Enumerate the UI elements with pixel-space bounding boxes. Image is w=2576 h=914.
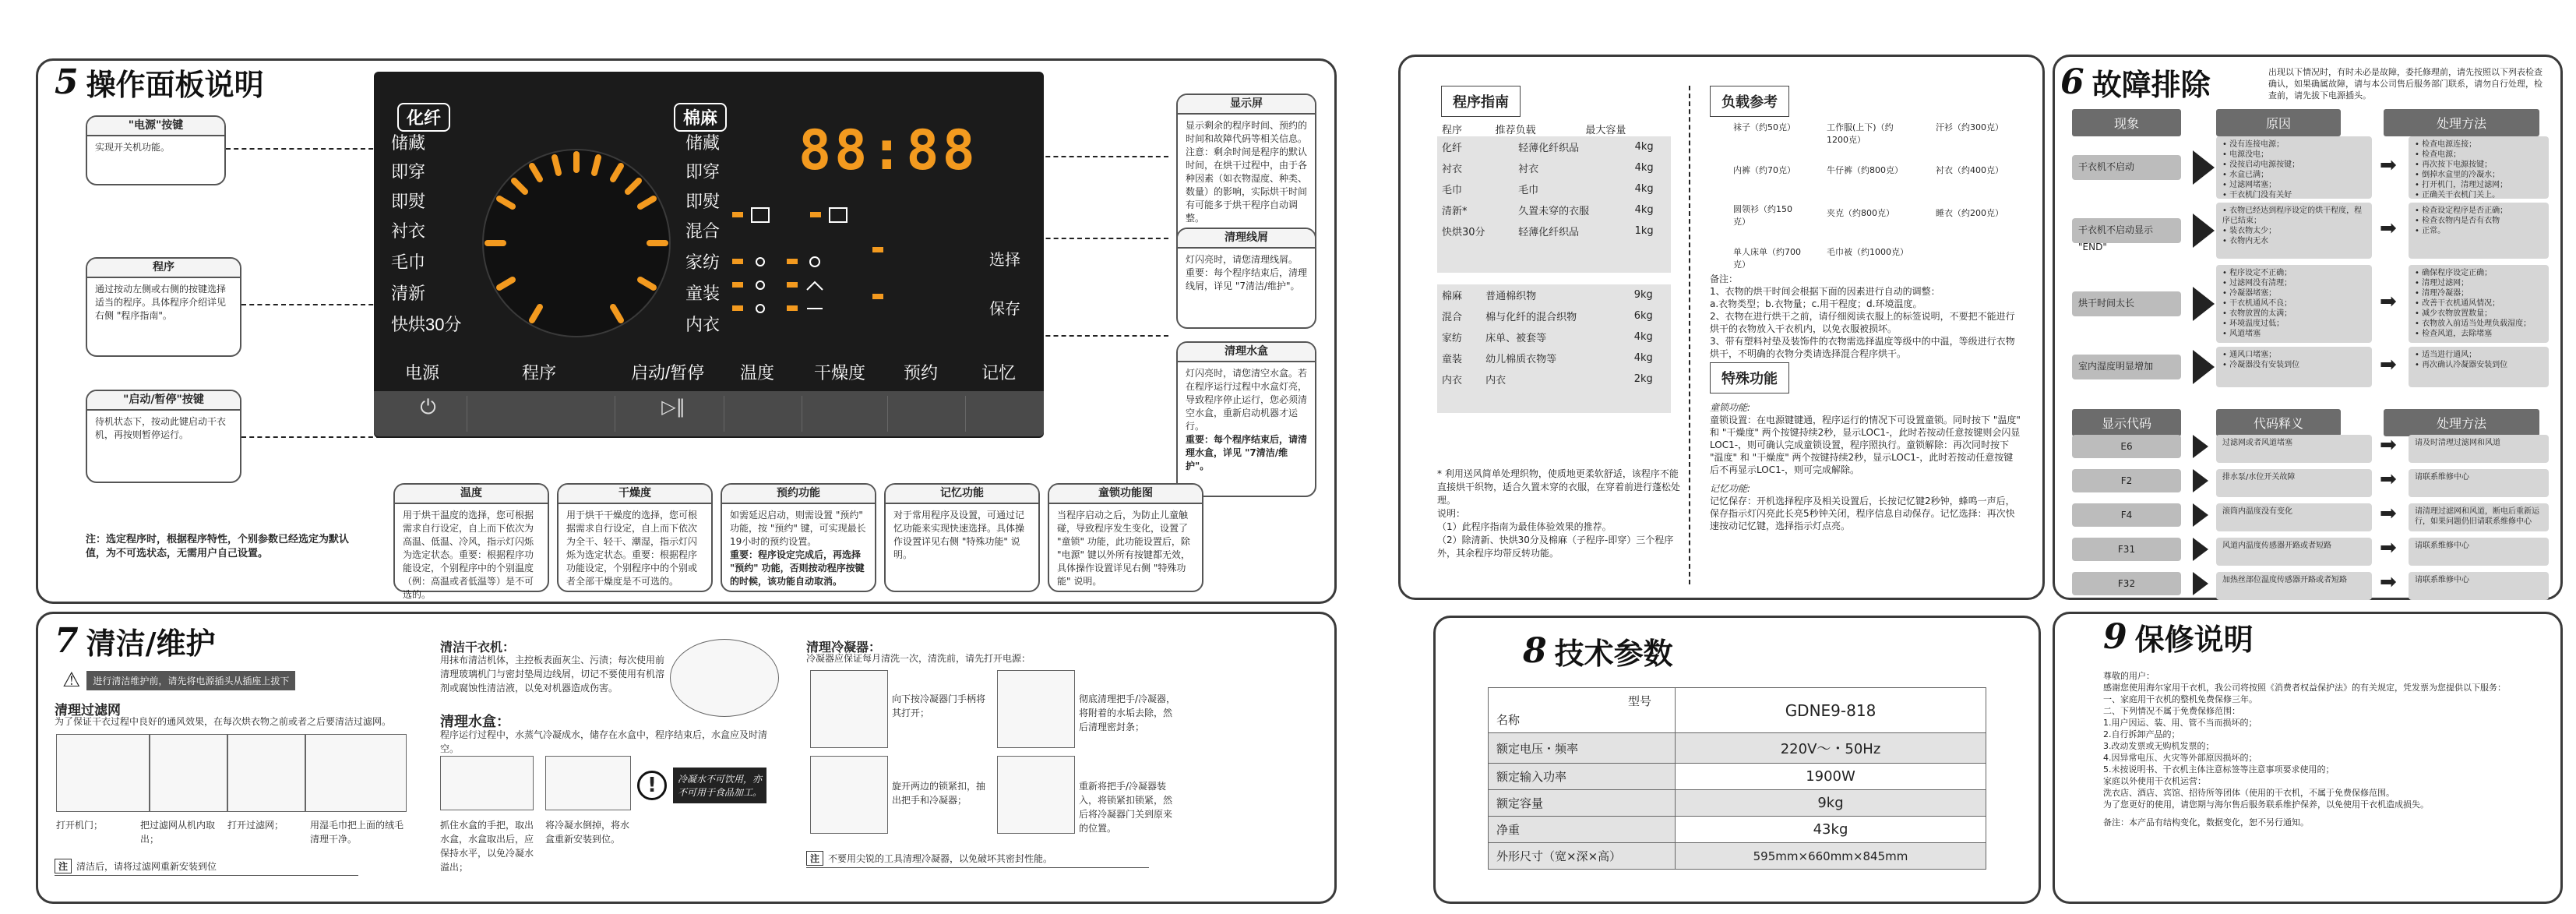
water-step-caption: 抓住水盒的手把，取出水盒，水盒取出后，应保持水平，以免冷凝水溢出； bbox=[440, 820, 534, 873]
water-box-image bbox=[545, 756, 631, 810]
param-value: 595mm×660mm×845mm bbox=[1676, 843, 1986, 870]
fault-symptom: 室内湿度明显增加 bbox=[2072, 355, 2181, 379]
step-caption: 旋开两边的锁紧扣，抽出把手和冷凝器； bbox=[892, 781, 986, 806]
callout-title: 程序 bbox=[87, 259, 240, 278]
cell: 轻薄化纤织品 bbox=[1518, 227, 1580, 238]
note-tag: 注 bbox=[806, 851, 823, 866]
cell: 衬衣 bbox=[1518, 164, 1539, 175]
cell: 清新* bbox=[1442, 206, 1468, 217]
error-description: 过滤网或者风道堵塞 bbox=[2216, 435, 2372, 463]
callout-title: 记忆功能 bbox=[886, 485, 1038, 504]
error-code: F32 bbox=[2072, 572, 2181, 595]
note-text: 清洁后，请将过滤网重新安装到位 bbox=[76, 861, 217, 872]
filter-note bbox=[55, 857, 358, 876]
arrow-right-icon: ➡ bbox=[2380, 433, 2397, 457]
model-header-cell bbox=[1489, 688, 1676, 733]
step-image bbox=[56, 734, 150, 812]
table-row bbox=[1437, 305, 1671, 326]
fault-cause: • 通风口堵塞； • 冷凝器没有安装到位 bbox=[2216, 347, 2372, 387]
cell: 幼儿棉质衣物等 bbox=[1485, 354, 1557, 365]
program-item[interactable]: 即穿 bbox=[391, 162, 426, 182]
cell: 混合 bbox=[1442, 312, 1463, 323]
cell: 9kg bbox=[1633, 289, 1653, 301]
program-item[interactable]: 即穿 bbox=[685, 162, 721, 182]
arrow-icon bbox=[2193, 287, 2215, 321]
child-lock-text: 童锁设置：在电源键键通，程序运行的情况下可设置童锁。同时按下 "温度" 和 "干燥度" 两个按键持续2秒，显示LOC1-，此时若按动任意按键则会闪显LOC1-，则可确认完成童锁设置，程序照执行。童锁解除：再次同时按下 "温度" 和 "干燥度" 两个按键持续2秒，显示LOC1-，此时若按动任意按键后不再显示LOC1-，则可完成解除。 bbox=[1710, 415, 2021, 475]
table-row bbox=[1437, 136, 1671, 157]
power-label: 电源 bbox=[405, 363, 440, 383]
warranty-line: 2.自行拆卸产品的； bbox=[2103, 729, 2180, 739]
temperature-button[interactable] bbox=[732, 396, 802, 432]
load-item: 汗衫（约300克） bbox=[1936, 122, 2003, 132]
section-number: 5 bbox=[55, 62, 79, 102]
note-text: 不要用尖锐的工具清理冷凝器，以免破坏其密封性能。 bbox=[828, 853, 1053, 864]
warranty-line: 备注：本产品有结构变化，数据变化，恕不另行通知。 bbox=[2103, 817, 2309, 828]
program-item[interactable]: 家纺 bbox=[685, 252, 721, 272]
callout-title: 清理线屑 bbox=[1178, 229, 1315, 249]
callout-title: 干燥度 bbox=[559, 485, 711, 504]
arrow-icon bbox=[2193, 350, 2215, 384]
header-cell: 推荐负载 bbox=[1495, 125, 1536, 136]
program-table-rows bbox=[1437, 284, 1671, 390]
callout-title: 温度 bbox=[395, 485, 548, 504]
section-title-text: 故障排除 bbox=[2091, 68, 2211, 102]
arrow-right-icon: ➡ bbox=[2380, 217, 2397, 240]
time-display: 88:88 bbox=[798, 118, 978, 182]
section-7-title bbox=[55, 619, 216, 662]
cell: 6kg bbox=[1633, 310, 1653, 322]
table-row bbox=[1437, 284, 1671, 305]
warranty-line: 洗衣店、酒店、宾馆、招待所等团体（使用的干衣机，不属于免费保修范围。 bbox=[2103, 788, 2395, 798]
warning-text: 冷凝水不可饮用，亦不可用于食品加工。 bbox=[673, 768, 766, 803]
cell: 4kg bbox=[1634, 141, 1654, 153]
header-cell: 程序 bbox=[1442, 125, 1463, 136]
cell: 久置未穿的衣服 bbox=[1518, 206, 1590, 217]
param-label: 外形尺寸（宽×深×高） bbox=[1489, 843, 1676, 870]
memory-title: 记忆功能: bbox=[1710, 483, 1751, 494]
cell: 轻薄化纤织品 bbox=[1518, 143, 1580, 154]
warranty-line: 二、下列情况不属于免费保修范围： bbox=[2103, 706, 2240, 716]
button-strip bbox=[374, 391, 1044, 436]
callout-title: 童锁功能图 bbox=[1049, 485, 1202, 504]
troubleshooting-intro: 出现以下情况时，有时未必是故障，委托修理前，请先按照以下列表检查确认，如果确属故障，请与本公司售后服务部门联系，请勿自行处理，检查前，请先拔下电源插头。 bbox=[2268, 67, 2543, 101]
special-functions-title: 特殊功能 bbox=[1710, 362, 1789, 393]
fault-cause: • 没有连接电源； • 电源没电； • 没按启动电源按键； • 水盒已满； • 过滤网堵塞； • 干衣机门没有关好 bbox=[2216, 136, 2372, 199]
step-caption: 把过滤网从机内取出； bbox=[140, 820, 216, 845]
note-line: a.衣物类型；b.衣物量；c.用干程度；d.环境温度。 bbox=[1710, 298, 1922, 309]
program-item[interactable]: 童装 bbox=[685, 284, 721, 303]
cell: 床单、被套等 bbox=[1485, 333, 1547, 344]
fault-cause: • 衣物已经达到程序设定的烘干程度，程序已结束； • 装衣物太少； • 衣物内无水 bbox=[2216, 203, 2372, 259]
callout-bold-text: 重要：程序设定完成后，再选择 "预约" 功能，否则按动程序按键的时候，该功能自动取消。 bbox=[730, 549, 865, 587]
step-caption: 重新将把手/冷凝器装入，将锁紧扣锁紧，然后将冷凝器门关到原来的位置。 bbox=[1079, 781, 1173, 834]
dryness-button[interactable] bbox=[810, 396, 888, 432]
section-title-text: 清洁/维护 bbox=[86, 626, 216, 661]
load-items bbox=[1710, 121, 2021, 269]
fault-fix: • 确保程序设定正确； • 清理过滤网； • 清理冷凝器； • 改善干衣机通风情况； • 减少衣物放置数量； • 衣物放入前适当处理负载湿度； • 检查风道，去除堵塞 bbox=[2409, 265, 2549, 343]
arrow-right-icon: ➡ bbox=[2380, 536, 2397, 559]
param-label: 额定容量 bbox=[1489, 790, 1676, 817]
program-item[interactable]: 即熨 bbox=[391, 192, 426, 211]
step-caption: 向下按冷凝器门手柄将其打开； bbox=[892, 693, 986, 718]
program-item[interactable]: 快烘30分 bbox=[391, 315, 462, 334]
program-button[interactable] bbox=[475, 396, 615, 432]
column-header: 现象 bbox=[2072, 109, 2181, 136]
delay-button[interactable] bbox=[896, 396, 966, 432]
section-title-text: 保修说明 bbox=[2134, 623, 2254, 657]
error-fix: 请联系维修中心 bbox=[2409, 572, 2549, 600]
exclamation-icon: ! bbox=[637, 771, 667, 800]
warning-icon: ⚠ bbox=[62, 669, 81, 692]
cell: 普通棉织物 bbox=[1485, 291, 1537, 302]
table-row bbox=[1437, 157, 1671, 178]
callout-text: 待机状态下，按动此键启动干衣机，再按则暂停运行。 bbox=[95, 416, 227, 440]
step-image bbox=[997, 756, 1075, 834]
step-image bbox=[810, 756, 888, 834]
program-guide-title: 程序指南 bbox=[1441, 86, 1521, 117]
cell: 内衣 bbox=[1442, 375, 1463, 386]
temperature-label: 温度 bbox=[740, 363, 775, 383]
child-lock-callout bbox=[1048, 483, 1203, 592]
start-pause-callout bbox=[86, 390, 241, 483]
callout-text: 对于常用程序及设置，可通过记忆功能来实现快速选择。具体操作设置详见右侧 "特殊功能" 说明。 bbox=[893, 510, 1025, 560]
child-lock-title: 童锁功能: bbox=[1710, 402, 1751, 413]
cell: 家纺 bbox=[1442, 333, 1463, 344]
callout-text: 灯闪亮时，请您清空水盒。若在程序运行过程中水盒灯亮，导致程序停止运行，您必须清空水盒，重新启动机器才运行。 bbox=[1186, 368, 1308, 432]
load-reference-title: 负载参考 bbox=[1710, 86, 1789, 117]
no-drink-warning bbox=[637, 768, 766, 803]
note-line: 3、带有塑料衬垫及装饰件的衣物需选择温度等级中的中温，等级进行衣物烘干，不明确的衣物分类请选择混合程序烘干。 bbox=[1710, 336, 2015, 359]
cotton-group-label: 棉麻 bbox=[674, 103, 727, 132]
warranty-line: 家庭以外使用干衣机运营： bbox=[2103, 776, 2206, 786]
section-9-title bbox=[2103, 616, 2254, 658]
display-callout bbox=[1176, 94, 1316, 249]
step-image bbox=[997, 670, 1075, 748]
dryness-callout bbox=[557, 483, 713, 592]
program-item[interactable]: 内衣 bbox=[685, 315, 721, 334]
callout-text: 用于烘干温度的选择，您可根据需求自行设定，自上而下依次为高温、低温、冷风，指示灯闪烁为选定状态。重要：根据程序功能设定，个别程序中的个别温度（例：高温或者低温等）是不可选的。 bbox=[403, 510, 534, 600]
note-line: 1、衣物的烘干时间会根据下面的因素进行自动的调整： bbox=[1710, 286, 1940, 297]
table-row bbox=[1489, 733, 1986, 764]
water-box-image bbox=[440, 756, 534, 810]
memory-callout bbox=[884, 483, 1040, 592]
delay-label: 预约 bbox=[904, 363, 939, 383]
select-label[interactable]: 选择 bbox=[989, 252, 1020, 269]
error-description: 排水泵/水位开关故障 bbox=[2216, 469, 2372, 497]
callout-title: 显示屏 bbox=[1178, 95, 1315, 115]
synthetic-group-label: 化纤 bbox=[397, 103, 450, 132]
table-row bbox=[1437, 369, 1671, 390]
param-value: 1900W bbox=[1676, 764, 1986, 790]
step-caption: 打开过滤网； bbox=[227, 820, 284, 831]
callout-bold-text: 重要：每个程序结束后，请清理水盒，详见 "7清洁/维护"。 bbox=[1186, 434, 1308, 471]
cell: 4kg bbox=[1634, 183, 1654, 195]
water-box-title: 清理水盒： bbox=[440, 714, 510, 730]
arrow-icon bbox=[2193, 435, 2208, 458]
error-code: F2 bbox=[2072, 469, 2181, 492]
section-number: 8 bbox=[1523, 631, 1547, 671]
error-fix: 请及时清理过滤网和风道 bbox=[2409, 435, 2549, 463]
power-button[interactable]: ⏻ bbox=[389, 396, 467, 432]
arrow-right-icon: ➡ bbox=[2380, 468, 2397, 491]
table-row bbox=[1489, 764, 1986, 790]
note-line: （2）除清新、快烘30分及棉麻（子程序-即穿）三个程序外，其余程序均带反转功能。 bbox=[1437, 535, 1674, 559]
section-number: 6 bbox=[2060, 62, 2084, 102]
callout-text: 注意：剩余时间是程序的默认时间，在烘干过程中，由于各种因素（如衣物湿度、种类、数量）的影响，实际烘干时间有可能多于烘干程序自动调整。 bbox=[1186, 146, 1308, 224]
divider bbox=[1689, 86, 1690, 584]
special-functions bbox=[1710, 401, 2021, 532]
param-value: 43kg bbox=[1676, 817, 1986, 843]
temperature-callout bbox=[393, 483, 549, 600]
table-row bbox=[1437, 326, 1671, 348]
error-fix: 请清理过滤网和风道，断电后重新运行，如果问题仍旧请联系维修中心 bbox=[2409, 503, 2549, 531]
note-line: * 利用送风简单处理织物，使质地更柔软舒适，该程序不能直接烘干织物，适合久置未穿的衣服，在穿着前进行蓬松处理。 bbox=[1437, 468, 1681, 506]
warranty-line: 4.因异常电压、火灾等外部原因损坏的； bbox=[2103, 753, 2257, 763]
warranty-line: 感谢您使用海尔家用干衣机，我公司将按照《消费者权益保护法》的有关规定，凭发票为您提供以下服务： bbox=[2103, 683, 2506, 693]
param-label: 净重 bbox=[1489, 817, 1676, 843]
load-item: 单人床单（约700克） bbox=[1733, 247, 1801, 270]
table-row bbox=[1489, 817, 1986, 843]
cell: 4kg bbox=[1633, 331, 1653, 343]
delay-callout bbox=[721, 483, 876, 592]
section-title-text: 操作面板说明 bbox=[86, 68, 264, 102]
memory-button[interactable] bbox=[974, 396, 1036, 432]
table-row bbox=[1437, 178, 1671, 199]
load-notes bbox=[1710, 273, 2021, 360]
warning-text: 进行清洁维护前，请先将电源插头从插座上拔下 bbox=[86, 671, 295, 690]
power-button-callout bbox=[86, 115, 226, 185]
error-fix: 请联系维修中心 bbox=[2409, 538, 2549, 566]
arrow-icon bbox=[2193, 469, 2208, 492]
dryer-image bbox=[670, 639, 779, 717]
table-row bbox=[1489, 790, 1986, 817]
section-8-title bbox=[1523, 630, 1673, 672]
fault-symptom: 干衣机不启动显示 "END" bbox=[2072, 218, 2181, 243]
section-number: 7 bbox=[55, 621, 79, 661]
cell: 棉麻 bbox=[1442, 291, 1463, 302]
arrow-icon bbox=[2193, 503, 2208, 527]
program-item[interactable]: 清新 bbox=[391, 284, 426, 303]
param-label: 额定输入功率 bbox=[1489, 764, 1676, 790]
step-caption: 彻底清理把手/冷凝器，将附着的水垢去除，然后清理密封条； bbox=[1079, 693, 1176, 732]
load-item: 圆领衫（约150克） bbox=[1733, 204, 1792, 227]
cell: 2kg bbox=[1633, 373, 1653, 385]
arrow-icon bbox=[2193, 150, 2215, 185]
callout-text: 灯闪亮时，请您清理线屑。 bbox=[1186, 254, 1299, 265]
note-heading: 备注： bbox=[1710, 273, 1739, 284]
cell: 4kg bbox=[1634, 162, 1654, 174]
load-item: 睡衣（约200克） bbox=[1936, 208, 2003, 218]
cell: 4kg bbox=[1634, 204, 1654, 216]
cell: 衬衣 bbox=[1442, 164, 1463, 175]
cell: 童装 bbox=[1442, 354, 1463, 365]
condenser-note bbox=[806, 849, 1149, 868]
start-pause-button[interactable]: ▷‖ bbox=[623, 396, 724, 432]
program-item[interactable]: 毛巾 bbox=[391, 252, 426, 272]
memory-label: 记忆 bbox=[981, 363, 1017, 383]
program-group-cotton bbox=[1437, 284, 1671, 413]
step-image bbox=[227, 734, 305, 812]
cell: 内衣 bbox=[1485, 375, 1506, 386]
program-item[interactable]: 储藏 bbox=[391, 133, 426, 153]
column-header: 代码释义 bbox=[2216, 409, 2341, 436]
note-line: （1）此程序指南为最佳体验效果的推荐。 bbox=[1437, 521, 1612, 532]
column-header: 显示代码 bbox=[2072, 409, 2181, 436]
error-fix: 请联系维修中心 bbox=[2409, 469, 2549, 497]
section-number: 9 bbox=[2103, 617, 2127, 657]
status-icons bbox=[732, 204, 966, 337]
step-caption: 用湿毛巾把上面的绒毛清理干净。 bbox=[310, 820, 404, 845]
param-label: 额定电压・频率 bbox=[1489, 733, 1676, 764]
section-title-text: 技术参数 bbox=[1554, 637, 1673, 671]
fault-fix: • 检查设定程序是否正确； • 检查衣物内是否有衣物 • 正常。 bbox=[2409, 203, 2549, 259]
name-label: 名称 bbox=[1496, 713, 1521, 727]
step-image bbox=[150, 734, 227, 812]
callout-title: 清理水盒 bbox=[1178, 343, 1315, 362]
warranty-line: 1.用户因运、装、用、管不当而损坏的； bbox=[2103, 718, 2257, 728]
fault-cause: • 程序设定不正确； • 过滤网没有清理； • 冷凝器堵塞； • 干衣机通风不良； • 衣物放置的太满； • 环境温度过低； • 风道堵塞 bbox=[2216, 265, 2372, 343]
program-table-rows bbox=[1437, 136, 1671, 242]
param-value: 9kg bbox=[1676, 790, 1986, 817]
dryer-clean-title: 清洁干衣机： bbox=[440, 640, 516, 655]
column-header: 原因 bbox=[2216, 109, 2341, 136]
callout-text: 通过按动左侧或右侧的按键选择适当的程序。具体程序介绍详见右侧 "程序指南"。 bbox=[95, 284, 227, 321]
header-cell: 最大容量 bbox=[1585, 125, 1626, 136]
arrow-right-icon: ➡ bbox=[2380, 290, 2397, 313]
error-description: 风道内温度传感器开路或者短路 bbox=[2216, 538, 2372, 566]
program-item[interactable]: 混合 bbox=[685, 221, 721, 241]
program-callout bbox=[86, 257, 241, 357]
warranty-line: 5.未按说明书、干衣机主体注意标签等注意事项要求使用的； bbox=[2103, 764, 2335, 775]
arrow-right-icon: ➡ bbox=[2380, 154, 2397, 177]
model-value: GDNE9-818 bbox=[1676, 688, 1986, 733]
table-row bbox=[1437, 221, 1671, 242]
load-item: 内裤（约70克） bbox=[1733, 165, 1795, 175]
cell: 棉与化纤的混合织物 bbox=[1485, 312, 1577, 323]
step-caption: 打开机门； bbox=[56, 820, 104, 831]
warranty-line: 为了您更好的使用，请您期与海尔售后服务联系维护保养，以免使用干衣机造成损失。 bbox=[2103, 799, 2429, 810]
condenser-text: 冷凝器应保证每月清洗一次，清洗前，请先打开电源： bbox=[806, 653, 1031, 664]
program-label: 程序 bbox=[522, 363, 557, 383]
program-guide-notes bbox=[1437, 468, 1686, 560]
cell: 毛巾 bbox=[1518, 185, 1539, 196]
warranty-text bbox=[2103, 670, 2539, 828]
warning-banner bbox=[62, 669, 319, 692]
section-5-title bbox=[55, 61, 264, 104]
note-line: 2、衣物在进行烘干之前，请仔细阅读衣服上的标签说明，不要把不能进行烘干的衣物放入干衣机内，以免衣服被损坏。 bbox=[1710, 311, 2015, 334]
program-dial[interactable] bbox=[467, 134, 685, 352]
fault-symptom: 干衣机不启动 bbox=[2072, 155, 2181, 180]
load-item: 毛巾被（约1000克） bbox=[1827, 247, 1908, 257]
step-image bbox=[305, 734, 407, 812]
section-5-note: 注：选定程序时，根据程序特性，个别参数已经选定为默认值，为不可选状态，无需用户自己设置。 bbox=[86, 534, 350, 559]
cell: 毛巾 bbox=[1442, 185, 1463, 196]
filter-title: 清理过滤网 bbox=[55, 703, 121, 718]
water-box-text: 程序运行过程中，水蒸气冷凝成水，储存在水盒中，程序结束后，水盒应及时清空。 bbox=[440, 729, 768, 754]
arrow-icon bbox=[2193, 214, 2215, 248]
dryer-clean-text: 用抹布清洁机体，主控板表面灰尘、污渍；每次使用前清理玻璃机门与密封垫周边线屑，切记不要使用有机溶剂或腐蚀性清洁液，以免对机器造成伤害。 bbox=[440, 655, 665, 693]
callout-title: "电源"按键 bbox=[87, 117, 224, 136]
load-item: 牛仔裤（约800克） bbox=[1827, 165, 1903, 175]
warranty-line: 一、家庭用干衣机的整机免费保修三年。 bbox=[2103, 694, 2257, 704]
arrow-icon bbox=[2193, 572, 2208, 595]
fault-fix: • 检查电源连接； • 检查电源； • 再次按下电源按键； • 倒掉水盒里的冷凝水； • 打开机门，清理过滤网； • 正确关干衣机门关上。 bbox=[2409, 136, 2549, 199]
error-code: F4 bbox=[2072, 503, 2181, 527]
start-pause-label: 启动/暂停 bbox=[631, 363, 705, 383]
water-step-caption: 将冷凝水倒掉，将水盒重新安装到位。 bbox=[545, 820, 630, 845]
program-group-synthetic bbox=[1437, 136, 1671, 273]
load-item: 夹克（约800克） bbox=[1827, 208, 1894, 218]
arrow-right-icon: ➡ bbox=[2380, 353, 2397, 376]
water-box-callout bbox=[1176, 341, 1316, 497]
condenser-title: 清理冷凝器： bbox=[806, 640, 882, 655]
column-header: 处理方法 bbox=[2384, 109, 2539, 136]
callout-text: 如需延迟启动，则需设置 "预约" 功能，按 "预约" 键，可实现最长19小时的预约设置。 bbox=[730, 510, 866, 547]
callout-text: 显示剩余的程序时间、预约的时间和故障代码等相关信息。 bbox=[1186, 120, 1308, 144]
note-line: 说明： bbox=[1437, 508, 1466, 519]
param-value: 220V～・50Hz bbox=[1676, 733, 1986, 764]
arrow-icon bbox=[2193, 538, 2208, 561]
fault-fix: • 适当进行通风； • 再次确认冷凝器安装到位 bbox=[2409, 347, 2549, 387]
arrow-right-icon: ➡ bbox=[2380, 502, 2397, 525]
table-row bbox=[1437, 199, 1671, 221]
column-header: 处理方法 bbox=[2384, 409, 2539, 436]
load-item: 袜子（约50克） bbox=[1733, 122, 1795, 132]
section-6-title bbox=[2060, 61, 2211, 104]
lint-callout bbox=[1176, 228, 1316, 329]
callout-title: 预约功能 bbox=[722, 485, 875, 504]
error-description: 滚筒内温度没有变化 bbox=[2216, 503, 2372, 531]
warranty-line: 3.改动发票或无购机发票的； bbox=[2103, 741, 2215, 751]
error-code: E6 bbox=[2072, 435, 2181, 458]
filter-text: 为了保证干衣过程中良好的通风效果，在每次烘衣物之前或者之后要清洁过滤网。 bbox=[55, 716, 392, 727]
memory-text: 记忆保存：开机选择程序及相关设置后，长按记忆键2秒钟，蜂鸣一声后，保存指示灯闪亮此长亮5秒钟关闭，程序信息自动保存。记忆选择：再次快速按动记忆键，选择指示灯点亮。 bbox=[1710, 496, 2015, 531]
cell: 4kg bbox=[1633, 352, 1653, 364]
load-item: 衬衣（约400克） bbox=[1936, 165, 2003, 175]
callout-text: 用于烘干干燥度的选择，您可根据需求自行设定，自上而下依次为全干、轻干、潮湿，指示灯闪烁为选定状态。重要：根据程序功能设定，个别程序中的个别或者全部干燥度是不可选的。 bbox=[566, 510, 698, 587]
error-description: 加热丝部位温度传感器开路或者短路 bbox=[2216, 572, 2372, 600]
table-row bbox=[1437, 348, 1671, 369]
cell: 1kg bbox=[1634, 225, 1654, 237]
model-label: 型号 bbox=[1627, 694, 1651, 708]
callout-text: 重要：每个程序结束后，清理线屑，详见 "7清洁/维护"。 bbox=[1186, 267, 1308, 291]
tech-table bbox=[1488, 687, 1986, 870]
note-tag: 注 bbox=[55, 859, 72, 873]
step-image bbox=[810, 670, 888, 748]
program-item[interactable]: 储藏 bbox=[685, 133, 721, 153]
cell: 快烘30分 bbox=[1442, 227, 1485, 238]
callout-text: 实现开关机功能。 bbox=[95, 142, 171, 153]
program-item[interactable]: 衬衣 bbox=[391, 221, 426, 241]
callout-title: "启动/暂停"按键 bbox=[87, 391, 240, 411]
arrow-right-icon: ➡ bbox=[2380, 570, 2397, 594]
cell: 化纤 bbox=[1442, 143, 1463, 154]
dryness-label: 干燥度 bbox=[814, 363, 866, 383]
save-label[interactable]: 保存 bbox=[989, 301, 1020, 318]
control-panel bbox=[374, 72, 1044, 438]
table-row bbox=[1489, 843, 1986, 870]
load-item: 工作服(上下)（约1200克） bbox=[1827, 122, 1894, 145]
error-code: F31 bbox=[2072, 538, 2181, 561]
table-row bbox=[1489, 688, 1986, 733]
program-item[interactable]: 即熨 bbox=[685, 192, 721, 211]
callout-text: 当程序启动之后，为防止儿童触碰，导致程序发生变化，设置了 "童锁" 功能，此功能设置后，除 "电源" 键以外所有按键都无效，具体操作设置详见右侧 "特殊功能" 说明。 bbox=[1057, 510, 1190, 587]
warranty-line: 尊敬的用户： bbox=[2103, 671, 2155, 681]
fault-symptom: 烘干时间太长 bbox=[2072, 291, 2181, 316]
